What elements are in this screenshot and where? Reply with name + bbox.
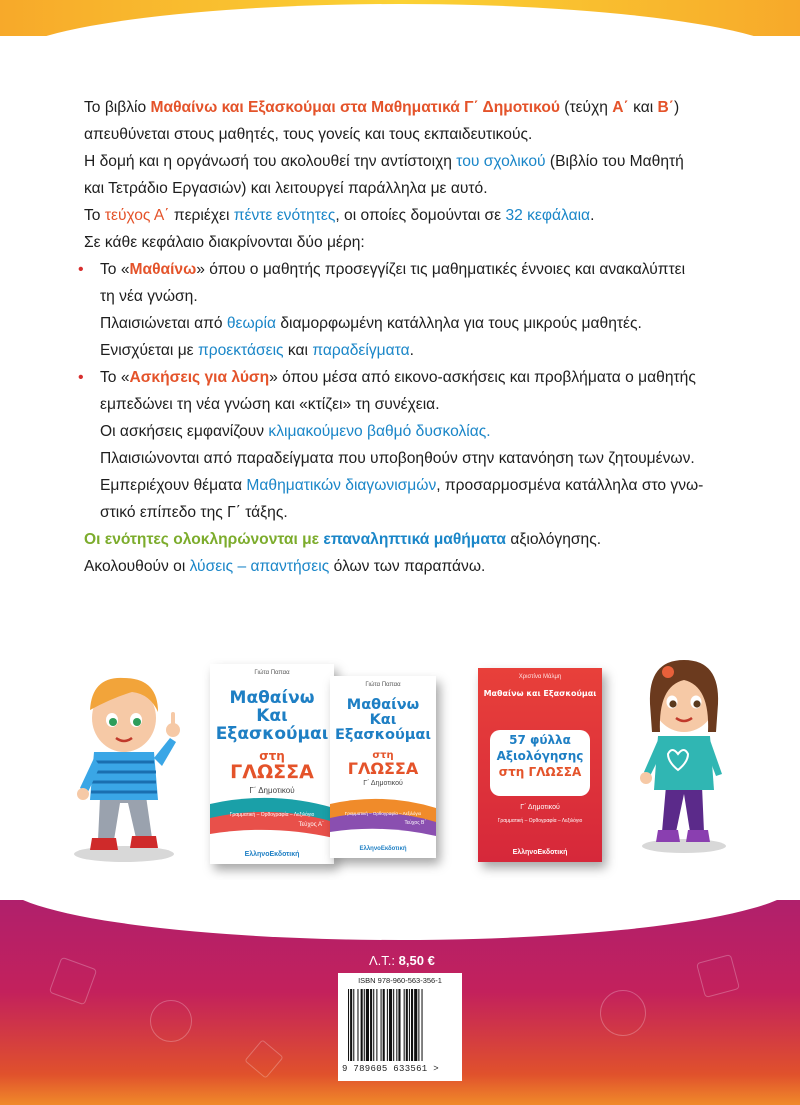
learn-highlight: Μαθαίνω	[129, 261, 197, 278]
book-grade: Γ΄ Δημοτικού	[249, 786, 295, 795]
units-highlight: πέντε ενότητες	[233, 207, 336, 224]
theory-highlight: θεωρία	[226, 315, 276, 332]
publisher-logo: ΕλληνοΕκδοτική	[512, 849, 568, 856]
examples-highlight: παραδείγματα	[312, 342, 410, 359]
solutions-highlight: λύσεις – απαντήσεις	[189, 558, 330, 575]
paragraph-solutions	[84, 553, 724, 580]
extensions-highlight: προεκτάσεις	[197, 342, 284, 359]
book-subject-prefix: στη	[259, 749, 285, 763]
book-subject: ΓΛΩΣΣΑ	[347, 759, 419, 778]
text: Οι ασκήσεις εμφανίζουν	[100, 423, 269, 440]
top-decorative-band	[0, 0, 800, 36]
text: Ενισχύεται με	[100, 342, 198, 359]
book-tagline: Γραμματική – Ορθογραφία – Λεξιλόγιο	[229, 812, 315, 818]
text: Πλαισιώνονται από παραδείγματα που υποβοηθούν στην κατανόηση των ζητουμένων.	[100, 450, 695, 467]
book-title	[330, 698, 436, 744]
isbn-label: ISBN 978-960-563-356-1	[358, 976, 442, 985]
text: Πλαισιώνεται από	[100, 315, 227, 332]
paragraph-structure	[84, 148, 724, 202]
bullet-exercises	[84, 364, 724, 526]
paragraph-review	[84, 526, 724, 553]
text: .	[409, 342, 414, 359]
description-text	[84, 94, 724, 580]
title-line: Εξασκούμαι	[334, 727, 432, 744]
text: όλων των παραπάνω.	[329, 558, 486, 575]
text: Οι ενότητες ολοκληρώνονται με	[84, 531, 324, 548]
circle-shape-icon	[600, 990, 646, 1036]
book-subject-prefix: στη	[372, 750, 394, 761]
text: Εμπεριέχουν θέματα	[100, 477, 247, 494]
exercises-highlight: Ασκήσεις για λύση	[129, 369, 270, 386]
competitions-highlight: Μαθηματικών διαγωνισμών	[246, 477, 437, 494]
barcode-digits: 9 789605 633561 >	[342, 1064, 439, 1074]
text: αξιολόγησης.	[506, 531, 602, 548]
volume-a: Α΄	[612, 99, 629, 116]
title-line: Και	[256, 705, 288, 726]
review-highlight: επαναληπτικά μαθήματα	[323, 531, 507, 548]
text: .	[590, 207, 595, 224]
text: και	[628, 99, 658, 116]
publisher-logo: ΕλληνοΕκδοτική	[244, 851, 300, 858]
book-volume: Τεύχος Α΄	[298, 822, 324, 828]
chapters-highlight: 32 κεφάλαια	[505, 207, 591, 224]
boy-illustration	[62, 668, 192, 866]
book-cover-volume-b	[330, 676, 436, 858]
text: και	[283, 342, 313, 359]
book-tagline: Γραμματική – Ορθογραφία – Λεξιλόγιο	[344, 811, 422, 816]
book-volume: Τεύχος Β΄	[404, 820, 426, 826]
book-subject: ΓΛΩΣΣΑ	[230, 761, 314, 783]
book-title	[210, 690, 334, 744]
circle-shape-icon	[150, 1000, 192, 1042]
title-line: Μαθαίνω	[229, 688, 315, 708]
book-grade: Γ΄ Δημοτικού	[363, 780, 403, 787]
text: εμπεδώνει τη νέα γνώση και «κτίζει» τη συνέχεια.	[100, 396, 440, 413]
price-value: 8,50 €	[398, 953, 435, 968]
text: Η δομή και η οργάνωσή του ακολουθεί την αντίστοιχη	[84, 153, 457, 170]
book-title-line: 57 φύλλα	[509, 733, 571, 747]
school-book-highlight: του σχολικού	[456, 153, 546, 170]
text: διαμορφωμένη κατάλληλα για τους μικρούς μαθητές.	[276, 315, 642, 332]
retail-price	[369, 953, 435, 968]
text: )	[673, 99, 680, 116]
publisher-logo: ΕλληνοΕκδοτική	[359, 846, 407, 852]
paragraph-contents	[84, 202, 724, 229]
paragraph-two-parts: Σε κάθε κεφάλαιο διακρίνονται δύο μέρη:	[84, 234, 365, 251]
text: Το «	[100, 261, 130, 278]
text: (Βιβλίο του Μαθητή	[545, 153, 684, 170]
text: , προσαρμοσμένα κατάλληλα στο γνω-	[436, 477, 704, 494]
volume-highlight: τεύχος Α΄	[104, 207, 170, 224]
title-line: Και	[369, 712, 397, 729]
book-cover-volume-a	[210, 664, 334, 864]
book-subject: στη ΓΛΩΣΣΑ	[498, 765, 582, 779]
book-tagline: Γραμματική – Ορθογραφία – Λεξιλόγιο	[497, 818, 583, 824]
text: απευθύνεται στους μαθητές, τους γονείς και τους εκπαιδευτικούς.	[84, 126, 533, 143]
barcode-bars-icon	[348, 989, 452, 1061]
book-author: Γιώτα Παπαα	[254, 670, 290, 676]
text: » όπου ο μαθητής προσεγγίζει τις μαθηματικές έννοιες και ανακαλύπτει	[196, 261, 686, 278]
book-author: Γιώτα Παπαα	[365, 682, 401, 688]
title-line: Μαθαίνω	[346, 697, 420, 713]
text: » όπου μέσα από εικονο-ασκήσεις και προβλήματα ο μαθητής	[269, 369, 696, 386]
volume-b: Β΄	[657, 99, 674, 116]
difficulty-highlight: κλιμακούμενο βαθμό δυσκολίας.	[268, 423, 491, 440]
book-cover-assessment	[478, 668, 602, 862]
barcode	[338, 973, 462, 1081]
book-title-line: Αξιολόγησης	[496, 749, 584, 763]
book-title-highlight: Μαθαίνω και Εξασκούμαι στα Μαθηματικά Γ΄ Δημοτικού	[150, 99, 560, 116]
text: Ακολουθούν οι	[84, 558, 190, 575]
book-title: Μαθαίνω και Εξασκούμαι	[483, 689, 597, 698]
title-line: Εξασκούμαι	[215, 723, 329, 744]
girl-illustration	[628, 646, 738, 856]
book-author: Χριστίνα Μάλμη	[518, 674, 562, 680]
text: , οι οποίες δομούνται σε	[335, 207, 506, 224]
bullet-learn	[84, 256, 724, 364]
text: και Τετράδιο Εργασιών) και λειτουργεί παράλληλα με αυτό.	[84, 180, 488, 197]
text: περιέχει	[169, 207, 234, 224]
text: Το	[84, 207, 105, 224]
text: τη νέα γνώση.	[100, 288, 198, 305]
paragraph-intro	[84, 94, 724, 148]
text: (τεύχη	[559, 99, 613, 116]
text: στικό επίπεδο της Γ΄ τάξης.	[100, 504, 288, 521]
text: Το «	[100, 369, 130, 386]
text: Το βιβλίο	[84, 99, 151, 116]
price-label: Λ.Τ.:	[369, 953, 399, 968]
book-grade: Γ΄ Δημοτικού	[520, 804, 560, 811]
